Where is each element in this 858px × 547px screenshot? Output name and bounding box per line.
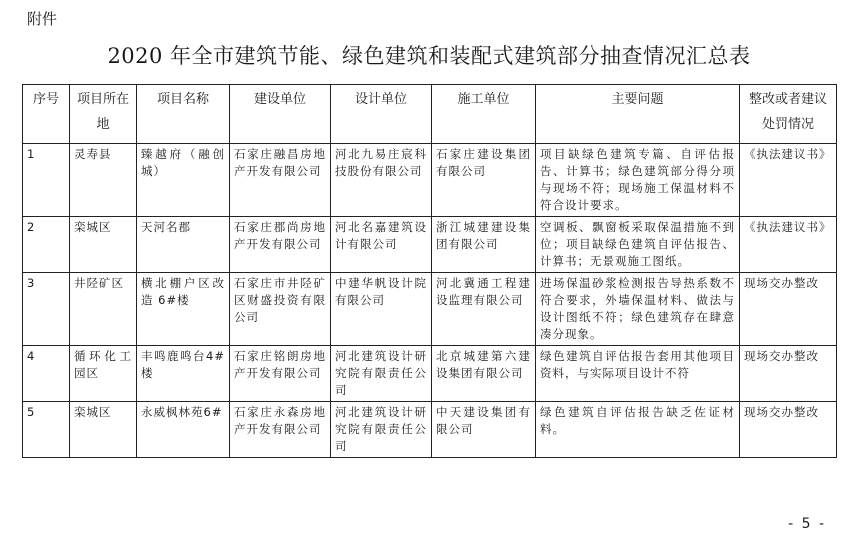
row-developer: 石家庄永森房地产开发有限公司 — [230, 402, 331, 458]
row-contractor: 石家庄建设集团有限公司 — [432, 144, 536, 217]
row-penalty: 《执法建议书》 — [740, 217, 837, 273]
table-row — [23, 402, 837, 458]
row-issues: 进场保温砂浆检测报告导热系数不符合要求，外墙保温材料、做法与设计图纸不符；绿色建筑存在肆意凑分现象。 — [536, 273, 740, 346]
row-contractor: 北京城建第六建设集团有限公司 — [432, 346, 536, 402]
header-contractor: 施工单位 — [432, 85, 536, 144]
inspection-summary-table — [22, 84, 837, 458]
row-contractor: 浙江城建建设集团有限公司 — [432, 217, 536, 273]
table-row — [23, 273, 837, 346]
row-contractor: 河北冀通工程建设监理有限公司 — [432, 273, 536, 346]
row-location: 灵寿县 — [70, 144, 137, 217]
header-issues: 主要问题 — [536, 85, 740, 144]
row-developer: 石家庄融昌房地产开发有限公司 — [230, 144, 331, 217]
row-developer: 石家庄铭朗房地产开发有限公司 — [230, 346, 331, 402]
header-developer: 建设单位 — [230, 85, 331, 144]
row-designer: 河北建筑设计研究院有限责任公司 — [331, 346, 432, 402]
row-location: 循环化工园区 — [70, 346, 137, 402]
row-seq: 1 — [23, 144, 70, 217]
row-penalty: 现场交办整改 — [740, 346, 837, 402]
row-contractor: 中天建设集团有限公司 — [432, 402, 536, 458]
row-location: 井陉矿区 — [70, 273, 137, 346]
attachment-label: 附件 — [27, 10, 58, 28]
row-seq: 4 — [23, 346, 70, 402]
row-seq: 5 — [23, 402, 70, 458]
row-designer: 河北九易庄宸科技股份有限公司 — [331, 144, 432, 217]
row-designer: 河北建筑设计研究院有限责任公司 — [331, 402, 432, 458]
row-location: 栾城区 — [70, 217, 137, 273]
header-penalty: 整改或者建议处罚情况 — [740, 85, 837, 144]
row-project: 横北棚户区改造 6#楼 — [137, 273, 230, 346]
header-location: 项目所在地 — [70, 85, 137, 144]
row-penalty: 《执法建议书》 — [740, 144, 837, 217]
row-location: 栾城区 — [70, 402, 137, 458]
table-row — [23, 144, 837, 217]
row-issues: 空调板、飘窗板采取保温措施不到位；项目缺绿色建筑自评估报告、计算书；无景观施工图纸。 — [536, 217, 740, 273]
row-developer: 石家庄郡尚房地产开发有限公司 — [230, 217, 331, 273]
row-project: 天河名郡 — [137, 217, 230, 273]
page-title: 2020 年全市建筑节能、绿色建筑和装配式建筑部分抽查情况汇总表 — [107, 44, 751, 68]
row-project: 丰鸣鹿鸣台4#楼 — [137, 346, 230, 402]
row-seq: 3 — [23, 273, 70, 346]
row-penalty: 现场交办整改 — [740, 402, 837, 458]
header-designer: 设计单位 — [331, 85, 432, 144]
header-seq: 序号 — [23, 85, 70, 144]
row-issues: 项目缺绿色建筑专篇、自评估报告、计算书；绿色建筑部分得分项与现场不符；现场施工保温材料不符合设计要求。 — [536, 144, 740, 217]
header-project: 项目名称 — [137, 85, 230, 144]
row-project: 臻越府（融创城） — [137, 144, 230, 217]
row-penalty: 现场交办整改 — [740, 273, 837, 346]
row-issues: 绿色建筑自评估报告套用其他项目资料，与实际项目设计不符 — [536, 346, 740, 402]
row-project: 永威枫林苑6# — [137, 402, 230, 458]
table-row — [23, 346, 837, 402]
table-header-row — [23, 85, 837, 144]
row-designer: 河北名嘉建筑设计有限公司 — [331, 217, 432, 273]
table-row — [23, 217, 837, 273]
row-seq: 2 — [23, 217, 70, 273]
row-designer: 中建华帆设计院有限公司 — [331, 273, 432, 346]
row-issues: 绿色建筑自评估报告缺乏佐证材料。 — [536, 402, 740, 458]
row-developer: 石家庄市井陉矿区财盛投资有限公司 — [230, 273, 331, 346]
page-number: - 5 - — [788, 516, 826, 532]
